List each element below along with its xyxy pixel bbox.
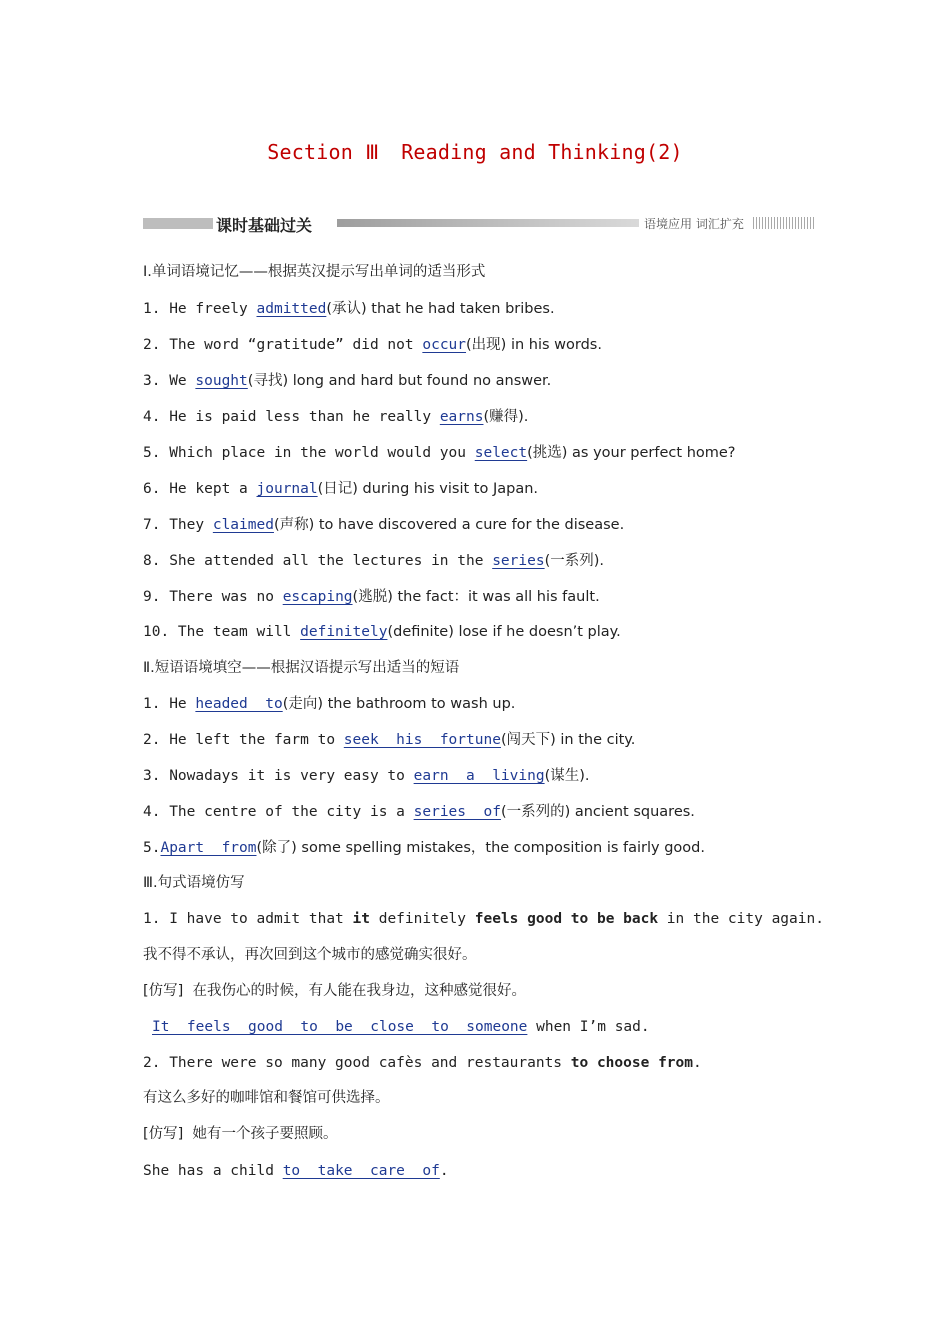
answer-blank: to take care of xyxy=(282,1163,440,1179)
list-item: 10. The team will definitely(definite) lose if he doesn’t play. xyxy=(143,624,621,640)
answer-blank: journal xyxy=(256,481,318,497)
banner-right-label: 语境应用 词汇扩充 xyxy=(644,217,744,231)
answer-blank: series xyxy=(492,553,545,569)
list-item: 5. Which place in the world would you select(挑选) as your perfect home? xyxy=(143,445,736,461)
list-item: 2. The word “gratitude” did not occur(出现) in his words. xyxy=(143,337,602,353)
answer-blank: seek his fortune xyxy=(343,732,501,748)
banner-label: 课时基础过关 xyxy=(216,216,313,235)
list-item: 8. She attended all the lectures in the series(一系列). xyxy=(143,553,605,569)
answer-blank: series of xyxy=(413,804,501,820)
list-item: 1. He freely admitted(承认) that he had taken bribes. xyxy=(143,301,555,317)
answer-blank: headed to xyxy=(195,696,283,712)
answer-blank: It feels good to be close to someone xyxy=(152,1019,528,1035)
list-item: 1. He headed to(走向) the bathroom to wash up. xyxy=(143,696,516,712)
banner-stripes xyxy=(753,217,815,229)
answer-blank: Apart from xyxy=(160,840,257,856)
list-item: 4. He is paid less than he really earns(赚得). xyxy=(143,409,529,425)
list-item: 2. He left the farm to seek his fortune(闯天下) in the city. xyxy=(143,732,636,748)
list-item: 3. Nowadays it is very easy to earn a living(谋生). xyxy=(143,768,590,784)
imitation-answer: It feels good to be close to someone when I’m sad. xyxy=(152,1019,650,1035)
banner-bar-middle xyxy=(337,219,639,227)
list-item: 7. They claimed(声称) to have discovered a cure for the disease. xyxy=(143,517,625,533)
part3-heading: Ⅲ.句式语境仿写 xyxy=(143,875,245,891)
section-banner xyxy=(143,212,815,238)
answer-blank: sought xyxy=(195,373,248,389)
list-item: 5.Apart from(除了) some spelling mistakes，the composition is fairly good. xyxy=(143,840,705,856)
list-item: 4. The centre of the city is a series of(一系列的) ancient squares. xyxy=(143,804,695,820)
imitation-prompt: [仿写] 她有一个孩子要照顾。 xyxy=(143,1126,338,1142)
answer-blank: select xyxy=(474,445,528,461)
section-subtitle: Reading and Thinking(2) xyxy=(401,140,683,164)
answer-blank: definitely xyxy=(300,624,388,640)
list-item: 9. There was no escaping(逃脱) the fact：it was all his fault. xyxy=(143,589,600,605)
model-translation: 我不得不承认，再次回到这个城市的感觉确实很好。 xyxy=(143,947,477,963)
answer-blank: claimed xyxy=(212,517,274,533)
imitation-answer: She has a child to take care of. xyxy=(143,1163,449,1179)
list-item: 3. We sought(寻找) long and hard but found no answer. xyxy=(143,373,552,389)
section-number: Section Ⅲ xyxy=(267,140,380,164)
part1-heading: Ⅰ.单词语境记忆——根据英汉提示写出单词的适当形式 xyxy=(143,264,486,280)
answer-blank: admitted xyxy=(256,301,327,317)
page-title xyxy=(0,140,950,164)
model-sentence: 1. I have to admit that it definitely feels good to be back in the city again. xyxy=(143,911,824,927)
part2-heading: Ⅱ.短语语境填空——根据汉语提示写出适当的短语 xyxy=(143,660,460,676)
imitation-prompt: [仿写] 在我伤心的时候，有人能在我身边，这种感觉很好。 xyxy=(143,983,527,999)
model-translation: 有这么多好的咖啡馆和餐馆可供选择。 xyxy=(143,1090,390,1106)
list-item: 6. He kept a journal(日记) during his visit to Japan. xyxy=(143,481,539,497)
answer-blank: occur xyxy=(422,337,467,353)
answer-blank: earns xyxy=(439,409,484,425)
answer-blank: escaping xyxy=(282,589,353,605)
banner-bar-left xyxy=(143,218,213,229)
answer-blank: earn a living xyxy=(413,768,545,784)
model-sentence: 2. There were so many good cafès and restaurants to choose from. xyxy=(143,1055,702,1071)
